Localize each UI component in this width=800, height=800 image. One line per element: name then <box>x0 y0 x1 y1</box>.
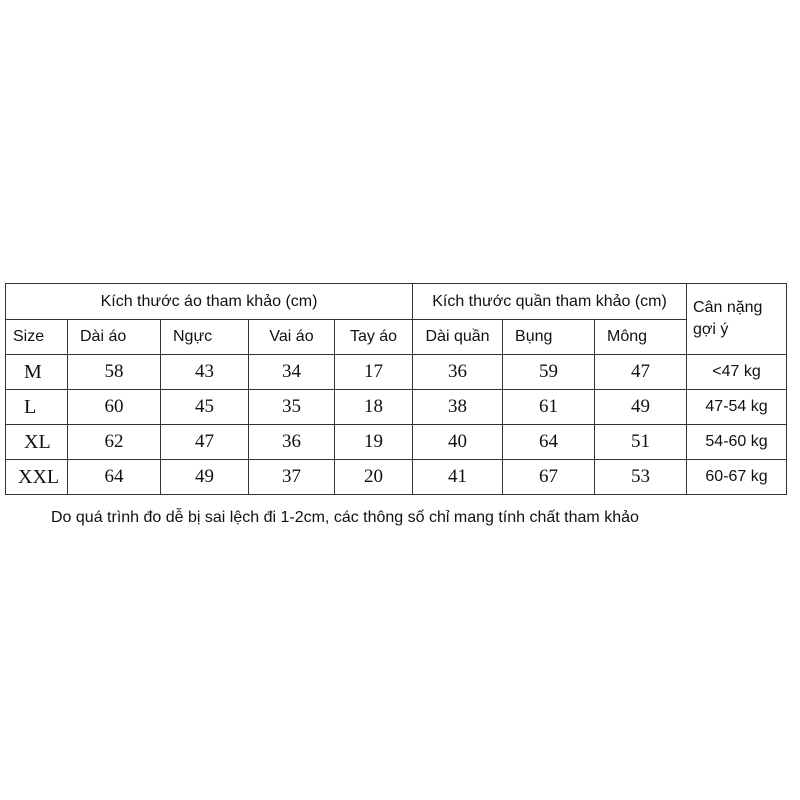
nguc-cell: 47 <box>161 425 249 460</box>
vai-ao-cell: 36 <box>249 425 335 460</box>
table-row-xl <box>6 425 787 460</box>
column-header-dai-ao: Dài áo <box>68 320 161 355</box>
measurement-disclaimer: Do quá trình đo dễ bị sai lệch đi 1-2cm, các thông số chỉ mang tính chất tham khảo <box>51 509 639 526</box>
bottom-measurements-header: Kích thước quần tham khảo (cm) <box>413 284 687 320</box>
table-row-xxl <box>6 460 787 495</box>
mong-cell: 49 <box>595 390 687 425</box>
dai-ao-cell: 58 <box>68 355 161 390</box>
dai-quan-cell: 41 <box>413 460 503 495</box>
column-header-size: Size <box>6 320 68 355</box>
bung-cell: 59 <box>503 355 595 390</box>
bung-cell: 64 <box>503 425 595 460</box>
nguc-cell: 45 <box>161 390 249 425</box>
tay-ao-cell: 20 <box>335 460 413 495</box>
column-header-vai-ao: Vai áo <box>249 320 335 355</box>
column-header-dai-quan: Dài quần <box>413 320 503 355</box>
size-cell: M <box>6 355 68 390</box>
column-header-tay-ao: Tay áo <box>335 320 413 355</box>
dai-quan-cell: 40 <box>413 425 503 460</box>
bung-cell: 61 <box>503 390 595 425</box>
tay-ao-cell: 18 <box>335 390 413 425</box>
dai-ao-cell: 60 <box>68 390 161 425</box>
dai-ao-cell: 64 <box>68 460 161 495</box>
vai-ao-cell: 34 <box>249 355 335 390</box>
suggested-weight-header <box>687 284 787 355</box>
column-header-bung: Bụng <box>503 320 595 355</box>
tay-ao-cell: 17 <box>335 355 413 390</box>
nguc-cell: 43 <box>161 355 249 390</box>
size-cell: L <box>6 390 68 425</box>
top-measurements-header: Kích thước áo tham khảo (cm) <box>6 284 413 320</box>
size-cell: XL <box>6 425 68 460</box>
mong-cell: 51 <box>595 425 687 460</box>
nguc-cell: 49 <box>161 460 249 495</box>
dai-quan-cell: 36 <box>413 355 503 390</box>
table-row-l <box>6 390 787 425</box>
table-row-m <box>6 355 787 390</box>
weight-cell: 47-54 kg <box>687 390 787 425</box>
suggested-weight-header-line2: gợi ý <box>693 321 729 338</box>
dai-ao-cell: 62 <box>68 425 161 460</box>
size-cell: XXL <box>6 460 68 495</box>
column-header-nguc: Ngực <box>161 320 249 355</box>
vai-ao-cell: 37 <box>249 460 335 495</box>
column-header-mong: Mông <box>595 320 687 355</box>
vai-ao-cell: 35 <box>249 390 335 425</box>
weight-cell: 54-60 kg <box>687 425 787 460</box>
mong-cell: 53 <box>595 460 687 495</box>
tay-ao-cell: 19 <box>335 425 413 460</box>
bung-cell: 67 <box>503 460 595 495</box>
suggested-weight-header-line1: Cân nặng <box>693 299 763 316</box>
mong-cell: 47 <box>595 355 687 390</box>
weight-cell: <47 kg <box>687 355 787 390</box>
size-chart-table <box>5 283 787 495</box>
weight-cell: 60-67 kg <box>687 460 787 495</box>
dai-quan-cell: 38 <box>413 390 503 425</box>
